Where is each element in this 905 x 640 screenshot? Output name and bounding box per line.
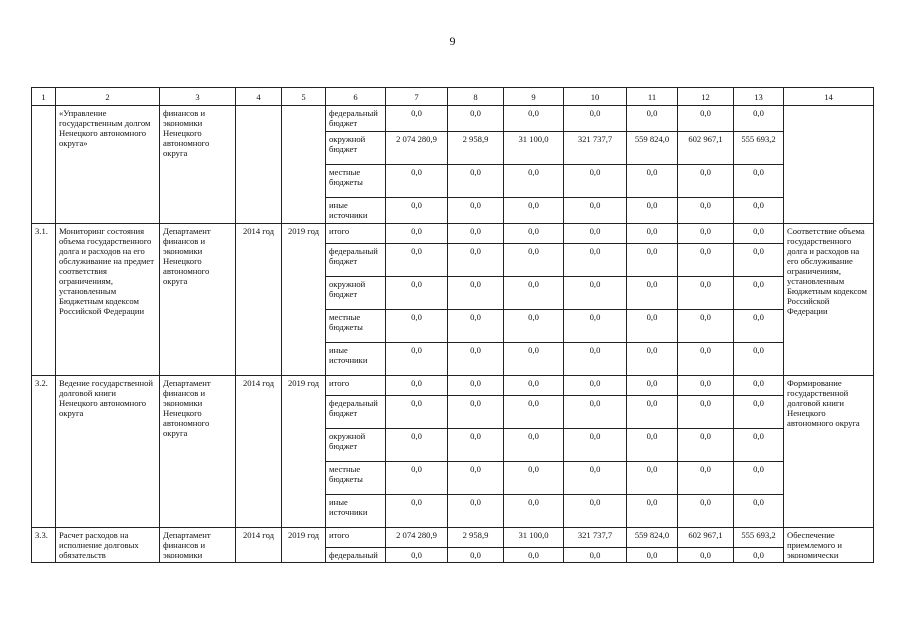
executor: Департамент финансов и экономики Ненецкого автономного округа [160,224,236,376]
amount-cell: 0,0 [678,548,734,563]
amount-cell: 0,0 [504,165,564,198]
amount-cell: 0,0 [627,396,678,429]
col-header: 14 [784,88,874,106]
col-header: 3 [160,88,236,106]
amount-cell: 0,0 [386,495,448,528]
amount-cell: 0,0 [504,310,564,343]
amount-cell: 0,0 [448,310,504,343]
amount-cell: 0,0 [448,244,504,277]
amount-cell: 0,0 [564,396,627,429]
amount-cell: 0,0 [678,376,734,396]
funding-source: иные источники [326,343,386,376]
amount-cell: 0,0 [386,106,448,132]
amount-cell: 0,0 [504,495,564,528]
item-code: 3.1. [32,224,56,376]
table-row [32,528,874,548]
start-year: 2014 год [236,528,282,563]
amount-cell: 0,0 [504,198,564,224]
amount-cell: 0,0 [734,396,784,429]
amount-cell: 0,0 [504,429,564,462]
amount-cell: 0,0 [564,429,627,462]
amount-cell: 0,0 [386,429,448,462]
amount-cell: 0,0 [504,548,564,563]
amount-cell: 0,0 [627,224,678,244]
amount-cell: 0,0 [564,224,627,244]
amount-cell: 0,0 [734,548,784,563]
amount-cell: 0,0 [564,165,627,198]
amount-cell: 0,0 [504,224,564,244]
funding-source: окружной бюджет [326,429,386,462]
col-header: 10 [564,88,627,106]
item-name: Мониторинг состояния объема государственного долга и расходов на его обслуживание на предмет соответствия ограничениям, установленным Бюджетным кодексом Российской Федерации [56,224,160,376]
table-row [32,106,874,132]
amount-cell: 0,0 [734,462,784,495]
amount-cell: 0,0 [386,224,448,244]
amount-cell: 2 958,9 [448,528,504,548]
end-year: 2019 год [282,376,326,528]
amount-cell: 0,0 [734,224,784,244]
page-number: 9 [449,34,456,48]
col-header: 13 [734,88,784,106]
funding-source: федеральный бюджет [326,106,386,132]
amount-cell: 602 967,1 [678,132,734,165]
amount-cell: 0,0 [386,277,448,310]
amount-cell: 0,0 [678,343,734,376]
item-name: Ведение государственной долговой книги Ненецкого автономного округа [56,376,160,528]
item-name: «Управление государственным долгом Ненецкого автономного округа» [56,106,160,224]
amount-cell: 0,0 [678,462,734,495]
expected-result: Обеспечение приемлемого и экономически [784,528,874,563]
amount-cell: 0,0 [678,165,734,198]
amount-cell: 0,0 [564,198,627,224]
col-header: 8 [448,88,504,106]
col-header: 1 [32,88,56,106]
amount-cell: 0,0 [448,396,504,429]
amount-cell: 0,0 [386,548,448,563]
amount-cell: 31 100,0 [504,528,564,548]
amount-cell: 0,0 [627,198,678,224]
amount-cell: 0,0 [448,462,504,495]
amount-cell: 0,0 [564,244,627,277]
amount-cell: 0,0 [564,343,627,376]
funding-source: окружной бюджет [326,277,386,310]
amount-cell: 0,0 [448,495,504,528]
amount-cell: 0,0 [504,396,564,429]
table-row [32,224,874,244]
amount-cell: 0,0 [627,548,678,563]
amount-cell: 0,0 [564,548,627,563]
amount-cell: 0,0 [564,376,627,396]
amount-cell: 0,0 [627,165,678,198]
amount-cell: 2 958,9 [448,132,504,165]
amount-cell: 0,0 [448,548,504,563]
amount-cell: 0,0 [734,376,784,396]
amount-cell: 0,0 [564,277,627,310]
amount-cell: 0,0 [386,165,448,198]
funding-source: итого [326,528,386,548]
item-code: 3.2. [32,376,56,528]
amount-cell: 0,0 [627,244,678,277]
item-name: Расчет расходов на исполнение долговых обязательств [56,528,160,563]
expected-result [784,106,874,224]
amount-cell: 0,0 [504,244,564,277]
amount-cell: 0,0 [734,343,784,376]
start-year: 2014 год [236,376,282,528]
expected-result: Соответствие объема государственного долга и расходов на его обслуживание ограничениям, установленным Бюджетным кодексом Российской Федерации [784,224,874,376]
amount-cell: 0,0 [678,244,734,277]
amount-cell: 321 737,7 [564,528,627,548]
amount-cell: 0,0 [448,277,504,310]
executor: Департамент финансов и экономики Ненецкого автономного округа [160,376,236,528]
amount-cell: 559 824,0 [627,132,678,165]
col-header: 7 [386,88,448,106]
amount-cell: 0,0 [386,396,448,429]
amount-cell: 0,0 [627,429,678,462]
amount-cell: 0,0 [564,495,627,528]
amount-cell: 2 074 280,9 [386,528,448,548]
amount-cell: 0,0 [504,277,564,310]
amount-cell: 0,0 [448,343,504,376]
amount-cell: 0,0 [448,376,504,396]
amount-cell: 0,0 [734,495,784,528]
funding-source: итого [326,376,386,396]
amount-cell: 0,0 [678,495,734,528]
amount-cell: 31 100,0 [504,132,564,165]
amount-cell: 0,0 [386,310,448,343]
funding-source: иные источники [326,198,386,224]
col-header: 12 [678,88,734,106]
col-header: 4 [236,88,282,106]
funding-source: местные бюджеты [326,165,386,198]
end-year [282,106,326,224]
amount-cell: 0,0 [627,495,678,528]
amount-cell: 0,0 [448,165,504,198]
funding-source: федеральный [326,548,386,563]
amount-cell: 0,0 [734,277,784,310]
funding-source: местные бюджеты [326,462,386,495]
amount-cell: 0,0 [564,106,627,132]
amount-cell: 0,0 [564,462,627,495]
end-year: 2019 год [282,528,326,563]
amount-cell: 0,0 [734,106,784,132]
amount-cell: 0,0 [386,343,448,376]
amount-cell: 0,0 [627,106,678,132]
amount-cell: 0,0 [678,277,734,310]
item-code [32,106,56,224]
amount-cell: 0,0 [627,462,678,495]
col-header: 11 [627,88,678,106]
amount-cell: 0,0 [734,310,784,343]
amount-cell: 0,0 [448,106,504,132]
amount-cell: 2 074 280,9 [386,132,448,165]
amount-cell: 0,0 [734,429,784,462]
amount-cell: 0,0 [386,462,448,495]
col-header: 2 [56,88,160,106]
funding-source: федеральный бюджет [326,244,386,277]
amount-cell: 0,0 [678,396,734,429]
table-row [32,376,874,396]
amount-cell: 0,0 [627,343,678,376]
program-table [31,87,874,563]
amount-cell: 0,0 [627,376,678,396]
header-row [32,88,874,106]
amount-cell: 0,0 [386,198,448,224]
start-year: 2014 год [236,224,282,376]
funding-source: итого [326,224,386,244]
funding-source: федеральный бюджет [326,396,386,429]
amount-cell: 0,0 [678,310,734,343]
amount-cell: 0,0 [627,277,678,310]
amount-cell: 321 737,7 [564,132,627,165]
amount-cell: 0,0 [564,310,627,343]
funding-source: местные бюджеты [326,310,386,343]
amount-cell: 0,0 [678,106,734,132]
amount-cell: 0,0 [734,198,784,224]
amount-cell: 555 693,2 [734,132,784,165]
funding-source: окружной бюджет [326,132,386,165]
amount-cell: 0,0 [448,224,504,244]
amount-cell: 0,0 [448,429,504,462]
amount-cell: 602 967,1 [678,528,734,548]
amount-cell: 0,0 [678,429,734,462]
col-header: 5 [282,88,326,106]
amount-cell: 0,0 [504,343,564,376]
amount-cell: 0,0 [734,165,784,198]
amount-cell: 555 693,2 [734,528,784,548]
amount-cell: 559 824,0 [627,528,678,548]
amount-cell: 0,0 [678,224,734,244]
amount-cell: 0,0 [448,198,504,224]
col-header: 9 [504,88,564,106]
amount-cell: 0,0 [627,310,678,343]
amount-cell: 0,0 [734,244,784,277]
funding-source: иные источники [326,495,386,528]
amount-cell: 0,0 [678,198,734,224]
executor: финансов и экономики Ненецкого автономного округа [160,106,236,224]
amount-cell: 0,0 [504,376,564,396]
amount-cell: 0,0 [386,376,448,396]
amount-cell: 0,0 [386,244,448,277]
start-year [236,106,282,224]
expected-result: Формирование государственной долговой книги Ненецкого автономного округа [784,376,874,528]
end-year: 2019 год [282,224,326,376]
amount-cell: 0,0 [504,462,564,495]
amount-cell: 0,0 [504,106,564,132]
item-code: 3.3. [32,528,56,563]
col-header: 6 [326,88,386,106]
executor: Департамент финансов и экономики [160,528,236,563]
